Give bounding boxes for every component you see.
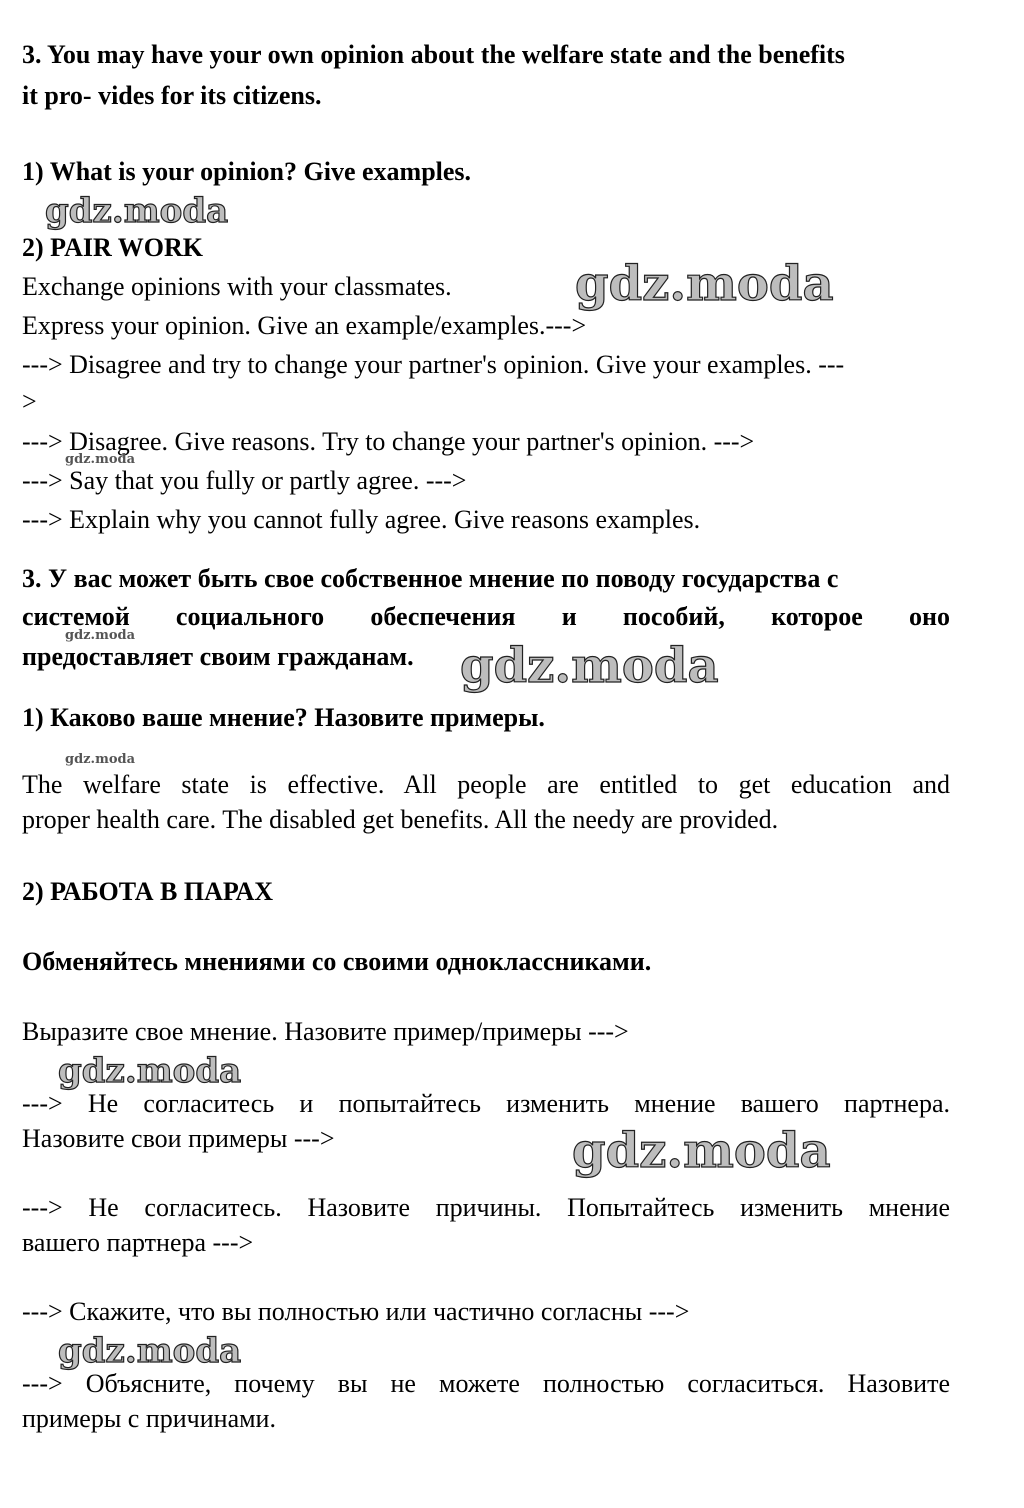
answer-line-1: The welfare state is effective. All people are entitled to get education and xyxy=(22,770,950,799)
question-2-ru: 2) РАБОТА В ПАРАХ xyxy=(22,877,273,906)
step-2-ru-line1: ---> Не согласитесь и попытайтесь изменить мнение вашего партнера. xyxy=(22,1089,950,1118)
step-4-ru: ---> Скажите, что вы полностью или частично согласны ---> xyxy=(22,1297,690,1326)
step-2-ru-line2: Назовите свои примеры ---> xyxy=(22,1124,335,1153)
answer-line-2: proper health care. The disabled get benefits. All the needy are provided. xyxy=(22,805,779,834)
watermark-logo: gdz.moda xyxy=(45,191,229,231)
watermark-logo: gdz.moda xyxy=(460,638,719,694)
question-2-en: 2) PAIR WORK xyxy=(22,233,204,262)
step-5-ru-line1: ---> Объясните, почему вы не можете полностью согласиться. Назовите xyxy=(22,1369,950,1398)
watermark-logo: gdz.moda xyxy=(58,1051,242,1091)
pair-work-line-3: ---> Disagree and try to change your partner's opinion. Give your examples. --- xyxy=(22,350,845,379)
step-5-ru-line2: примеры с причинами. xyxy=(22,1404,276,1433)
pair-work-line-6: ---> Explain why you cannot fully agree. Give reasons examples. xyxy=(22,505,701,534)
task-title-ru-line1: 3. У вас может быть свое собственное мнение по поводу государства с xyxy=(22,564,839,593)
step-3-ru-line2: вашего партнера ---> xyxy=(22,1228,254,1257)
watermark-logo: gdz.moda xyxy=(65,628,136,643)
pair-work-line-1: Exchange opinions with your classmates. xyxy=(22,272,452,301)
task-title-en-line2: it pro- vides for its citizens. xyxy=(22,81,322,110)
watermark-logo: gdz.moda xyxy=(572,1123,831,1179)
watermark-logo: gdz.moda xyxy=(575,256,834,312)
pair-work-line-2: Express your opinion. Give an example/examples.---> xyxy=(22,311,587,340)
watermark-logo: gdz.moda xyxy=(65,452,136,467)
pair-work-line-4: ---> Disagree. Give reasons. Try to change your partner's opinion. ---> xyxy=(22,427,755,456)
step-3-ru-line1: ---> Не согласитесь. Назовите причины. Попытайтесь изменить мнение xyxy=(22,1193,950,1222)
instruction-ru: Обменяйтесь мнениями со своими одноклассниками. xyxy=(22,947,652,976)
step-1-ru: Выразите свое мнение. Назовите пример/примеры ---> xyxy=(22,1017,629,1046)
question-1-en: 1) What is your opinion? Give examples. xyxy=(22,157,472,186)
task-title-ru-line3: предоставляет своим гражданам. xyxy=(22,642,414,671)
watermark-logo: gdz.moda xyxy=(65,752,136,767)
task-title-ru-line2: системой социального обеспечения и пособий, которое оно xyxy=(22,602,950,631)
pair-work-line-5: ---> Say that you fully or partly agree. ---> xyxy=(22,466,467,495)
task-title-en-line1: 3. You may have your own opinion about the welfare state and the benefits xyxy=(22,40,845,69)
watermark-logo: gdz.moda xyxy=(58,1331,242,1371)
question-1-ru: 1) Каково ваше мнение? Назовите примеры. xyxy=(22,703,545,732)
pair-work-line-3-wrap: > xyxy=(22,387,37,416)
